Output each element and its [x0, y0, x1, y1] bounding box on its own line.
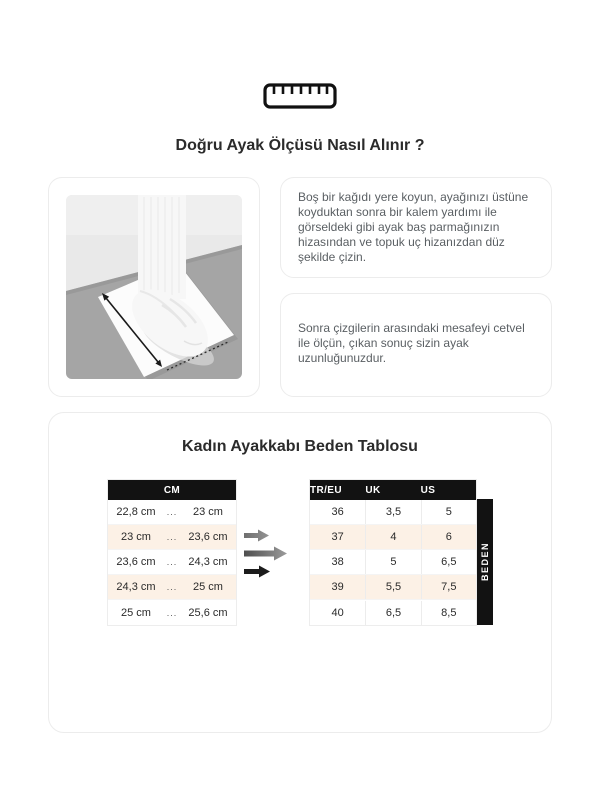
range-separator: ... — [166, 607, 178, 618]
size-table-card — [48, 412, 552, 733]
table-row — [108, 600, 236, 625]
table-row — [108, 525, 236, 550]
cm-table — [107, 479, 237, 626]
beden-vertical-label — [477, 499, 493, 625]
arrow-right-icon — [244, 565, 270, 578]
cm-max: 24,3 cm — [188, 556, 228, 568]
cm-table-header: CM — [108, 480, 236, 500]
ruler-icon — [263, 82, 337, 110]
table-row — [108, 550, 236, 575]
beden-label-text: BEDEN — [480, 542, 490, 582]
table-row: 40 6,5 8,5 — [310, 600, 476, 625]
table-row: 37 4 6 — [310, 525, 476, 550]
cm-min: 24,3 cm — [116, 581, 156, 593]
range-separator: ... — [166, 582, 178, 592]
header-us: US — [420, 484, 436, 496]
arrow-right-icon — [244, 546, 287, 561]
measurement-photo-card — [48, 177, 260, 397]
international-size-table — [309, 479, 477, 626]
transfer-arrows-icon — [244, 479, 302, 578]
instruction-card-step2 — [280, 293, 552, 397]
instructions-section — [48, 177, 552, 397]
range-separator: ... — [166, 557, 178, 567]
size-table-header — [310, 480, 476, 500]
cm-min: 22,8 cm — [116, 506, 156, 518]
cm-max: 25,6 cm — [188, 606, 228, 619]
instruction-step1-text: Boş bir kağıdı yere koyun, ayağınızı üstüne koyduktan sonra bir kalem yardımı ile görseldeki gibi ayak baş parmağınızın hizasından ve topuk uç hizanızdan düz şekilde çizin. — [298, 190, 529, 264]
header — [0, 0, 600, 115]
cm-max: 23,6 cm — [188, 531, 228, 543]
header-uk: UK — [365, 484, 381, 496]
foot-measurement-photo — [66, 195, 242, 379]
header-tr-eu: TR/EU — [310, 484, 342, 496]
cm-max: 23 cm — [193, 506, 223, 518]
range-separator: ... — [166, 532, 178, 542]
cm-min: 23 cm — [121, 531, 151, 543]
instruction-cards — [280, 177, 552, 397]
table-row: 38 5 6,5 — [310, 550, 476, 575]
table-row: 39 5,5 7,5 — [310, 575, 476, 600]
table-row — [108, 500, 236, 525]
instruction-step2-text: Sonra çizgilerin arasındaki mesafeyi cetvel ile ölçün, çıkan sonuç sizin ayak uzunluğunuzdur. — [298, 321, 525, 365]
size-tables — [49, 479, 551, 626]
page-title: Doğru Ayak Ölçüsü Nasıl Alınır ? — [175, 137, 425, 154]
size-section-title: Kadın Ayakkabı Beden Tablosu — [182, 438, 418, 455]
cm-max: 25 cm — [193, 581, 223, 593]
instruction-card-step1 — [280, 177, 552, 278]
cm-min: 25 cm — [121, 606, 151, 619]
arrow-right-icon — [244, 529, 269, 542]
table-row: 36 3,5 5 — [310, 500, 476, 525]
table-row — [108, 575, 236, 600]
range-separator: ... — [166, 507, 178, 517]
cm-min: 23,6 cm — [116, 556, 156, 568]
